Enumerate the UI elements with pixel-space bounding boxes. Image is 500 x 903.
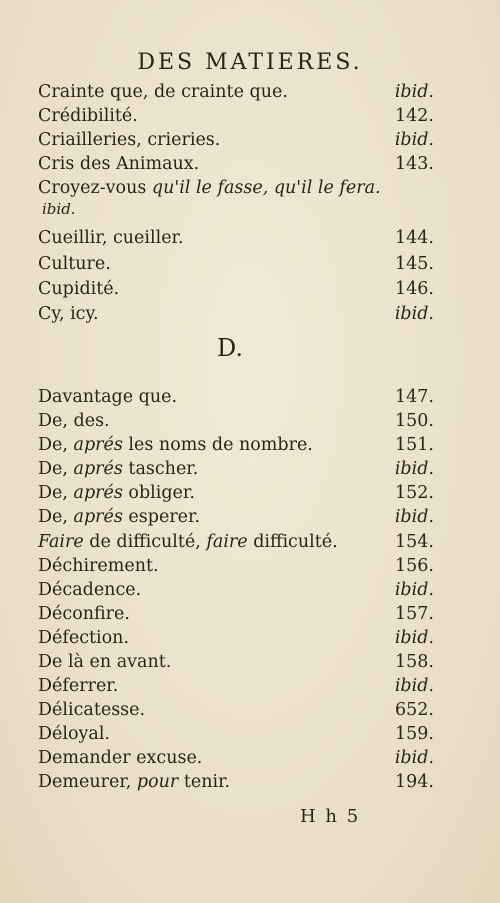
entry-term-roman: les noms de nombre. [122, 435, 313, 455]
entry-term-roman: De, [38, 483, 74, 503]
entry-page: 142. [395, 106, 434, 126]
entry-page: ibid. [394, 676, 434, 696]
entry-term: Crédibilité. [38, 106, 138, 126]
entry-term-italic: aprés [73, 435, 123, 455]
entry-term: Cueillir, cueiller. [38, 228, 184, 248]
entry-term: Cris des Animaux. [38, 154, 200, 174]
entry-page: 652. [395, 700, 434, 720]
entry-term-roman: de difficulté, [83, 532, 207, 552]
index-entry [38, 385, 434, 409]
entry-term [38, 530, 338, 554]
index-entry [38, 302, 434, 326]
index-entry [38, 554, 434, 578]
index-entry [38, 722, 434, 746]
entry-page: 152. [395, 483, 434, 503]
entry-page: 151. [395, 435, 434, 455]
entry-term: De, des. [38, 411, 110, 431]
entry-page: ibid. [394, 580, 434, 600]
entry-term-roman: tascher. [122, 459, 199, 479]
index-entry [38, 746, 434, 770]
index-entry [38, 152, 434, 176]
entry-page: ibid. [394, 748, 434, 768]
entry-term: De là en avant. [38, 652, 172, 672]
entry-term-roman: De, [38, 459, 74, 479]
entry-term-roman: Croyez-vous [38, 178, 152, 198]
entry-term-roman: difficulté. [247, 532, 338, 552]
entry-page: 144. [395, 228, 434, 248]
entry-term: Déchirement. [38, 556, 159, 576]
entry-page: 145. [395, 254, 434, 274]
entry-term [38, 505, 200, 529]
entry-page: 147. [395, 387, 434, 407]
entry-page: ibid. [394, 459, 434, 479]
entry-term-roman: esperer. [122, 507, 201, 527]
entry-page: ibid. [394, 304, 434, 324]
section-letter-heading: D. [216, 334, 243, 362]
entry-page: ibid. [394, 507, 434, 527]
entry-page: 154. [395, 532, 434, 552]
index-entry [38, 530, 434, 554]
signature-mark: H h 5 [300, 806, 361, 827]
index-entry [38, 409, 434, 433]
index-entry [38, 505, 434, 529]
entry-term-italic: faire [206, 532, 248, 552]
entry-term [38, 176, 381, 200]
index-entry [38, 457, 434, 481]
entry-page: 156. [395, 556, 434, 576]
index-entry [38, 481, 434, 505]
entry-term-italic: aprés [73, 507, 123, 527]
index-entry [38, 770, 434, 794]
entry-term-italic: aprés [73, 459, 123, 479]
entry-term [38, 481, 195, 505]
entry-page: ibid. [394, 628, 434, 648]
entry-term-roman: Demeurer, [38, 772, 137, 792]
entry-page: 158. [395, 652, 434, 672]
entry-term: Défection. [38, 628, 130, 648]
index-entry [38, 578, 434, 602]
entry-continuation: ibid. [42, 200, 76, 218]
index-entry [38, 277, 434, 301]
index-entry [38, 698, 434, 722]
entry-term: Crainte que, de crainte que. [38, 82, 288, 102]
entry-term-italic: pour [136, 772, 179, 792]
entry-term-italic: aprés [73, 483, 123, 503]
entry-term: Davantage que. [38, 387, 178, 407]
entry-page: 143. [395, 154, 434, 174]
entry-term [38, 457, 198, 481]
entry-term: Déloyal. [38, 724, 110, 744]
index-entry [38, 252, 434, 276]
entry-term-italic: Faire [38, 532, 84, 552]
entry-page: 159. [395, 724, 434, 744]
entry-term-roman: De, [38, 435, 74, 455]
entry-term: Délicatesse. [38, 700, 146, 720]
entry-term-italic: qu'il le fasse, qu'il le fera. [151, 178, 381, 198]
index-entry [38, 226, 434, 250]
index-entry [38, 626, 434, 650]
entry-term-roman: De, [38, 507, 74, 527]
index-entry [38, 650, 434, 674]
entry-page: ibid. [394, 130, 434, 150]
entry-term [38, 433, 313, 457]
entry-page: ibid. [394, 82, 434, 102]
entry-page: 157. [395, 604, 434, 624]
entry-page: 146. [395, 279, 434, 299]
entry-term: Culture. [38, 254, 111, 274]
entry-term-roman: obliger. [122, 483, 195, 503]
entry-term: Cupidité. [38, 279, 120, 299]
entry-term: Demander excuse. [38, 748, 203, 768]
entry-term: Décadence. [38, 580, 142, 600]
entry-term [38, 770, 230, 794]
entry-term-roman: tenir. [178, 772, 231, 792]
index-entry [38, 602, 434, 626]
index-entry [38, 128, 434, 152]
entry-term: Déferrer. [38, 676, 119, 696]
index-entry [38, 674, 434, 698]
index-entry [38, 80, 434, 104]
running-header: DES MATIERES. [137, 50, 363, 75]
entry-term: Déconfire. [38, 604, 130, 624]
entry-page: 150. [395, 411, 434, 431]
index-entry [38, 104, 434, 128]
index-entry [38, 176, 434, 200]
entry-term: Criailleries, crieries. [38, 130, 221, 150]
entry-page: 194. [395, 772, 434, 792]
entry-term: Cy, icy. [38, 304, 99, 324]
index-entry [38, 433, 434, 457]
